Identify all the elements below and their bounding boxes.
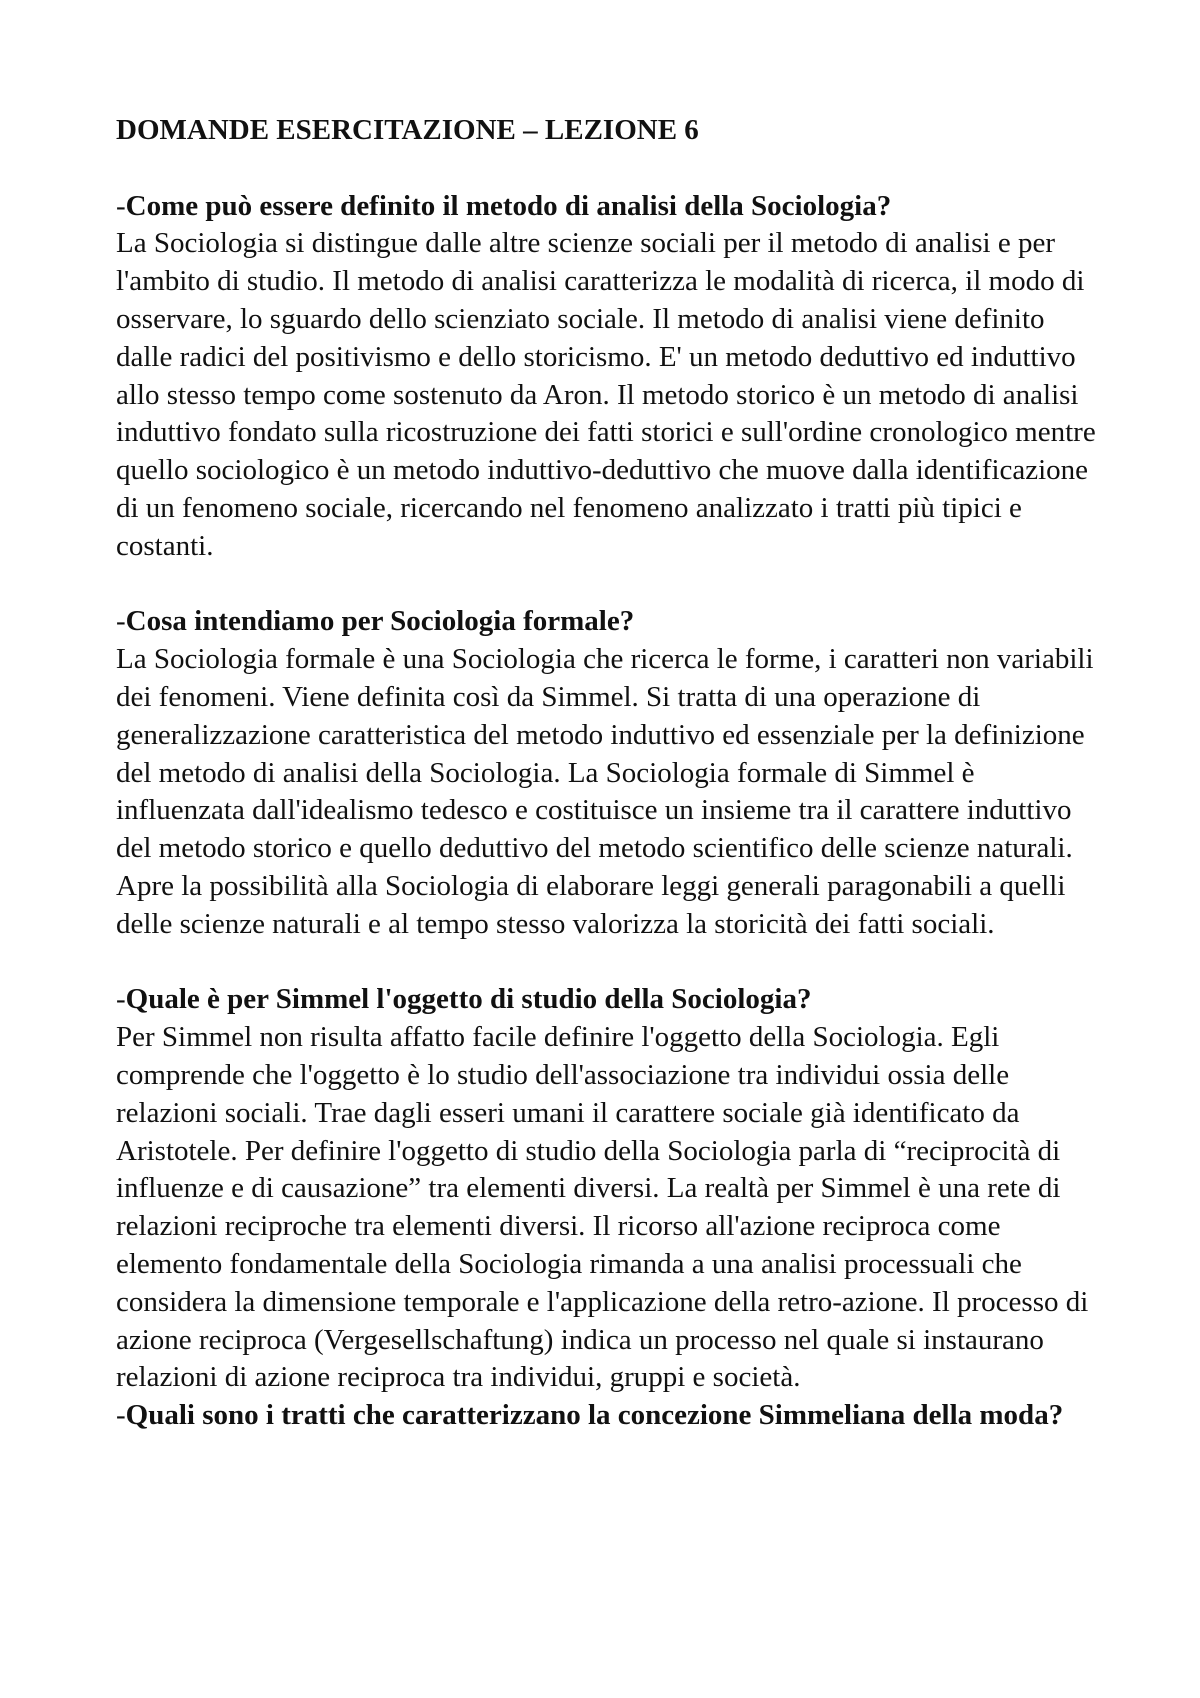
question-text: Quali sono i tratti che caratterizzano la concezione Simmeliana della moda? — [125, 1399, 1064, 1432]
question-heading — [116, 188, 1106, 226]
section-1 — [116, 188, 1106, 566]
answer-paragraph: Per Simmel non risulta affatto facile definire l'oggetto della Sociologia. Egli comprende che l'oggetto è lo studio dell'associazione tra individui ossia delle relazioni sociali. Trae dagli esseri umani il carattere sociale già identificato da Aristotele. Per definire l'oggetto di studio della Sociologia parla di “reciprocità di influenze e di causazione” tra elementi diversi. La realtà per Simmel è una rete di relazioni reciproche tra elementi diversi. Il ricorso all'azione reciproca come elemento fondamentale della Sociologia rimanda a una analisi processuali che considera la dimensione temporale e l'applicazione della retro-azione. Il processo di azione reciproca (Vergesellschaftung) indica un processo nel quale si instaurano relazioni di azione reciproca tra individui, gruppi e società. — [116, 1021, 1089, 1394]
question-text: Quale è per Simmel l'oggetto di studio della Sociologia? — [125, 983, 812, 1016]
question-heading — [116, 603, 1106, 641]
question-text: Cosa intendiamo per Sociologia formale? — [125, 605, 635, 638]
paragraph-gap — [116, 944, 1106, 982]
section-3 — [116, 981, 1106, 1397]
section-2 — [116, 603, 1106, 943]
document-title: DOMANDE ESERCITAZIONE – LEZIONE 6 — [116, 114, 699, 146]
document-body — [116, 112, 1106, 1435]
answer-paragraph: La Sociologia si distingue dalle altre scienze sociali per il metodo di analisi e per l'ambito di studio. Il metodo di analisi caratterizza le modalità di ricerca, il modo di osservare, lo sguardo dello scienziato sociale. Il metodo di analisi viene definito dalle radici del positivismo e dello storicismo. E' un metodo deduttivo ed induttivo allo stesso tempo come sostenuto da Aron. Il metodo storico è un metodo di analisi induttivo fondato sulla ricostruzione dei fatti storici e sull'ordine cronologico mentre quello sociologico è un metodo induttivo-deduttivo che muove dalla identificazione di un fenomeno sociale, ricercando nel fenomeno analizzato i tratti più tipici e costanti. — [116, 227, 1096, 562]
question-dash: - — [116, 605, 126, 638]
answer-paragraph: La Sociologia formale è una Sociologia che ricerca le forme, i caratteri non variabili dei fenomeni. Viene definita così da Simmel. Si tratta di una operazione di generalizzazione caratteristica del metodo induttivo ed essenziale per la definizione del metodo di analisi della Sociologia. La Sociologia formale di Simmel è influenzata dall'idealismo tedesco e costituisce un insieme tra il carattere induttivo del metodo storico e quello deduttivo del metodo scientifico delle scienze naturali. Apre la possibilità alla Sociologia di elaborare leggi generali paragonabili a quelli delle scienze naturali e al tempo stesso valorizza la storicità dei fatti sociali. — [116, 643, 1094, 940]
question-dash: - — [116, 1399, 126, 1432]
section-4 — [116, 1397, 1106, 1435]
paragraph-gap — [116, 566, 1106, 604]
question-text: Come può essere definito il metodo di analisi della Sociologia? — [125, 189, 892, 222]
question-dash: - — [116, 189, 126, 222]
question-heading — [116, 1397, 1106, 1435]
question-dash: - — [116, 983, 126, 1016]
question-heading — [116, 981, 1106, 1019]
